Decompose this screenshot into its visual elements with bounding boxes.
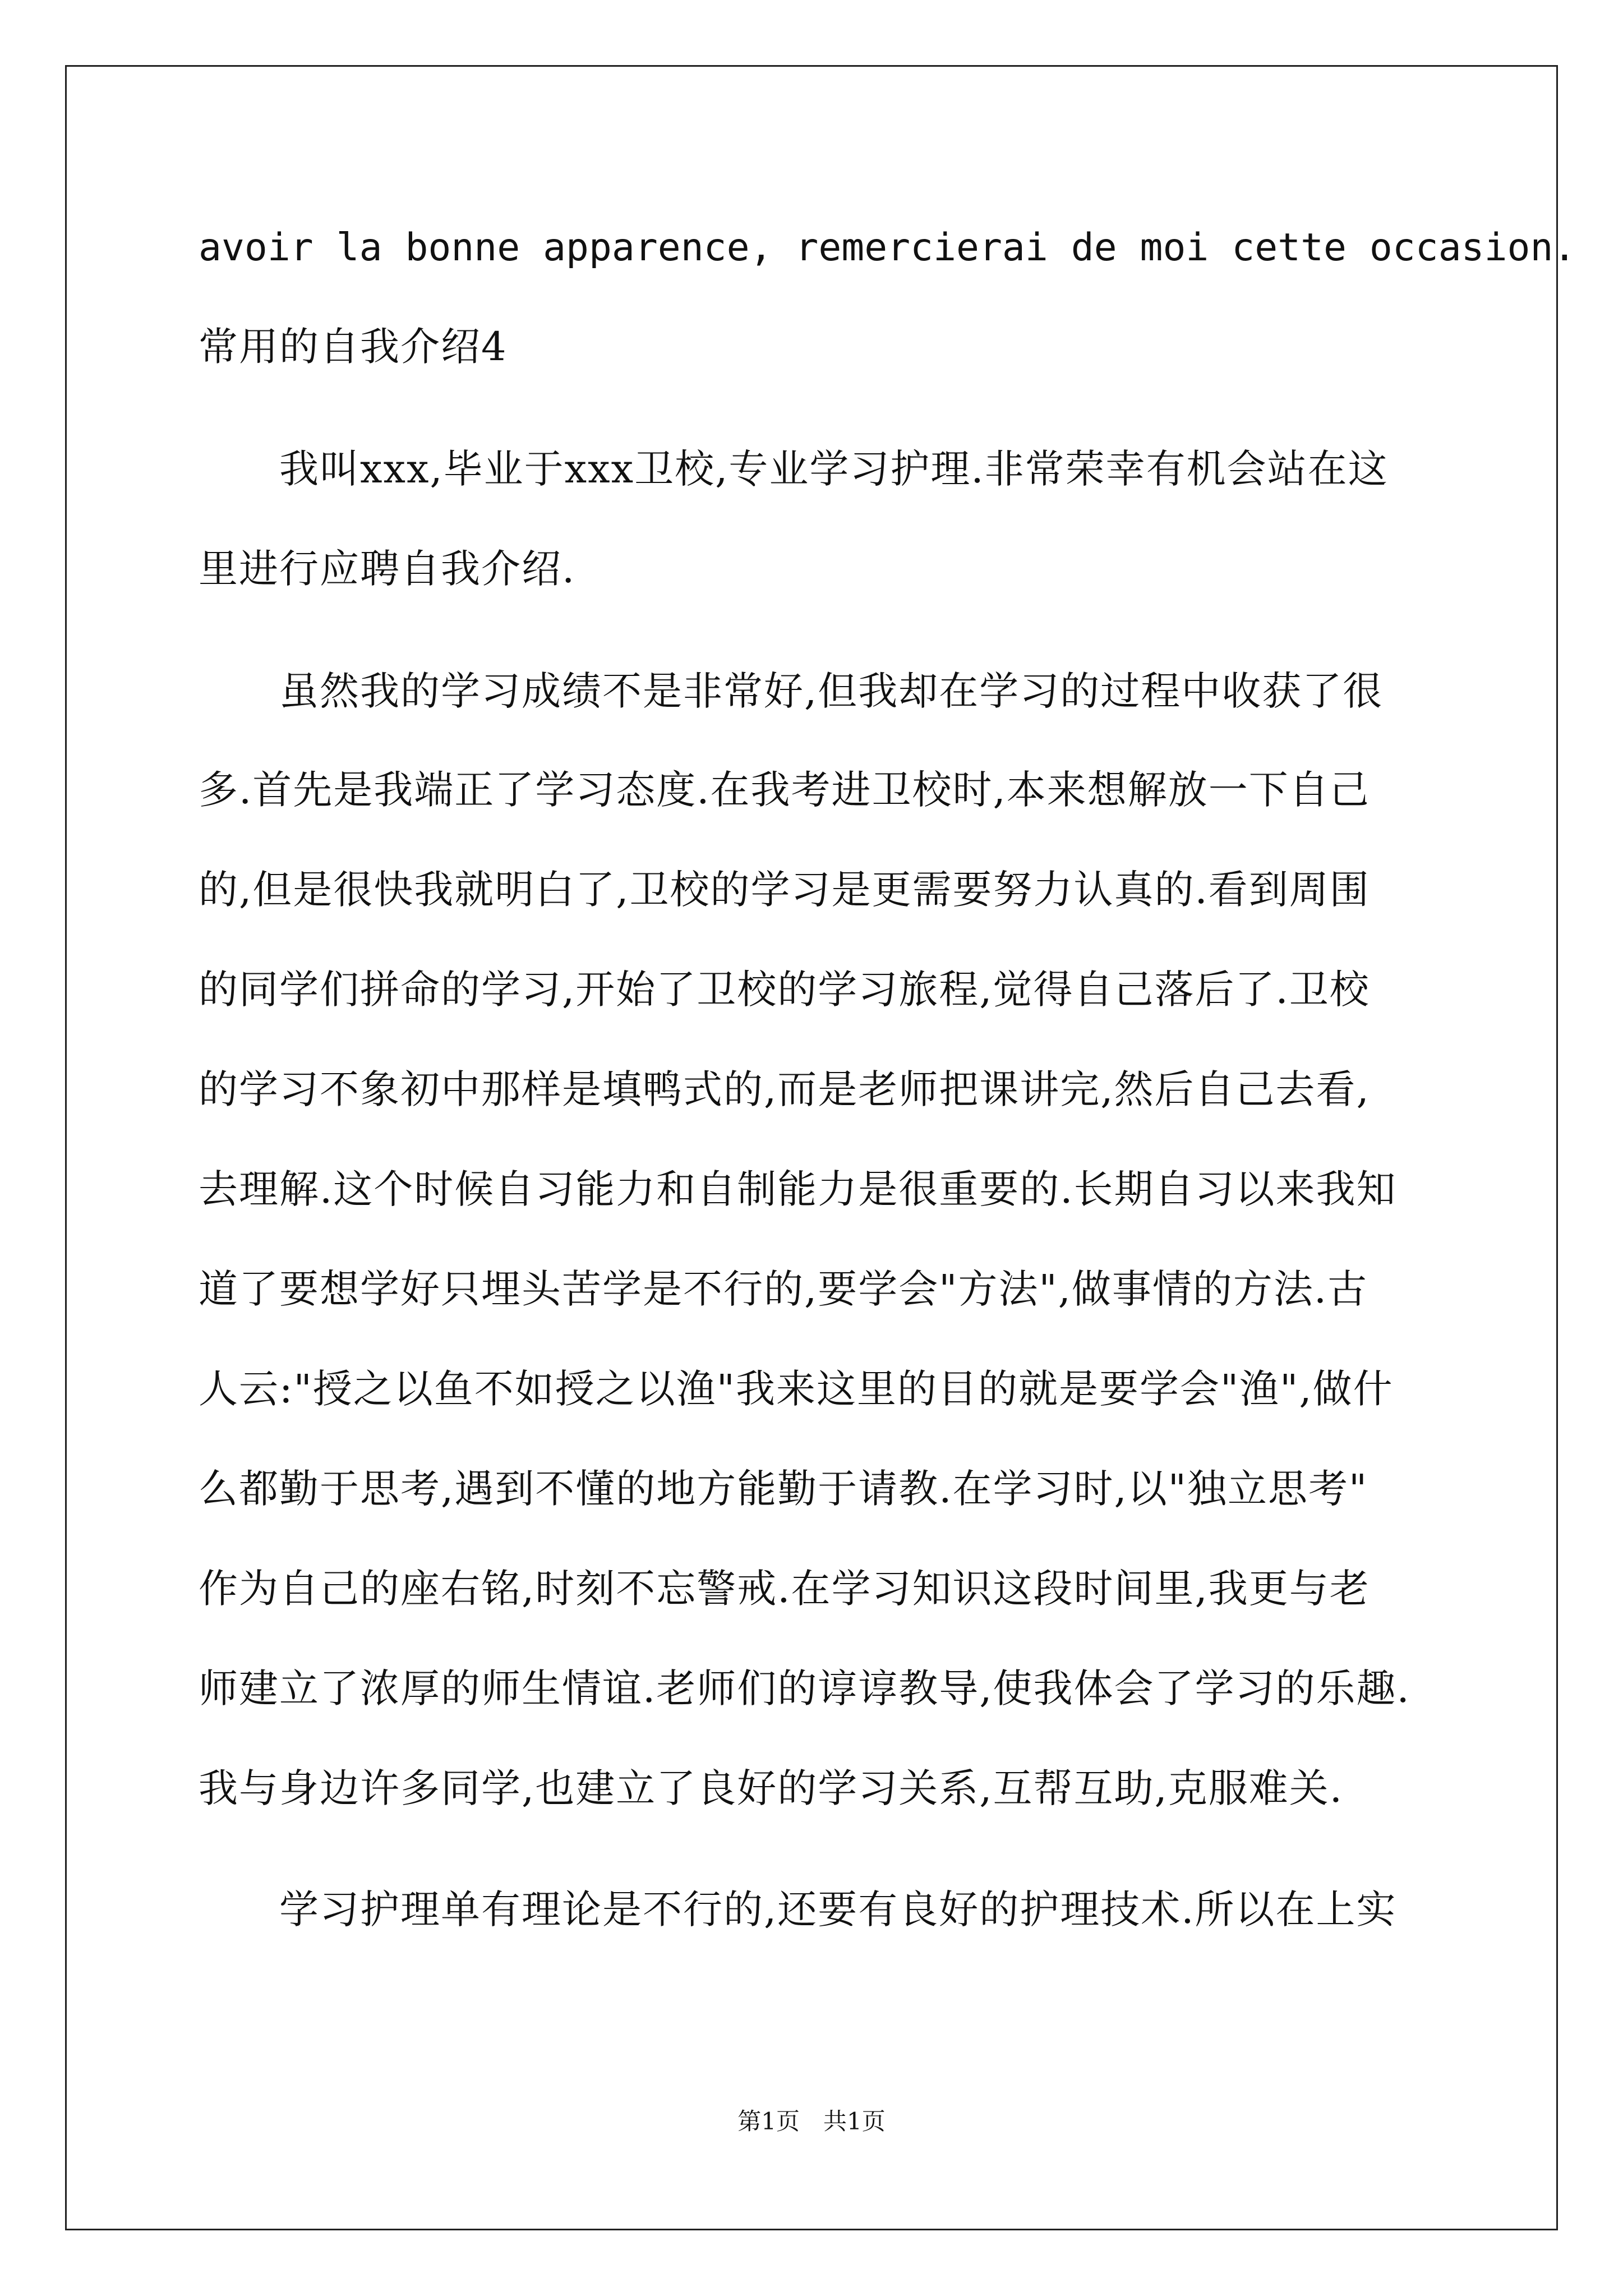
- text-line: 道了要想学好只埋头苦学是不行的,要学会"方法",做事情的方法.古: [199, 1266, 1368, 1312]
- text-line: 的同学们拼命的学习,开始了卫校的学习旅程,觉得自己落后了.卫校: [199, 967, 1370, 1013]
- text-line: 作为自己的座右铭,时刻不忘警戒.在学习知识这段时间里,我更与老: [199, 1566, 1370, 1612]
- text-line: avoir la bonne apparence, remercierai de moi cette occasion.: [199, 226, 1576, 270]
- section-heading: 常用的自我介绍4: [199, 324, 508, 370]
- text-line: 里进行应聘自我介绍.: [199, 546, 576, 592]
- text-line: 多.首先是我端正了学习态度.在我考进卫校时,本来想解放一下自己: [199, 767, 1370, 813]
- page-footer: 第1页 共1页: [737, 2108, 886, 2135]
- text-line: 虽然我的学习成绩不是非常好,但我却在学习的过程中收获了很: [279, 668, 1384, 714]
- text-line: 我叫xxx,毕业于xxx卫校,专业学习护理.非常荣幸有机会站在这: [279, 446, 1389, 492]
- text-line: 人云:"授之以鱼不如授之以渔"我来这里的目的就是要学会"渔",做什: [199, 1366, 1394, 1412]
- text-line: 么都勤于思考,遇到不懂的地方能勤于请教.在学习时,以"独立思考": [199, 1466, 1368, 1512]
- text-line: 去理解.这个时候自习能力和自制能力是很重要的.长期自习以来我知: [199, 1166, 1397, 1212]
- text-line: 的,但是很快我就明白了,卫校的学习是更需要努力认真的.看到周围: [199, 867, 1370, 913]
- text-line: 学习护理单有理论是不行的,还要有良好的护理技术.所以在上实: [279, 1887, 1397, 1932]
- text-line: 师建立了浓厚的师生情谊.老师们的谆谆教导,使我体会了学习的乐趣.: [199, 1665, 1410, 1711]
- text-line: 我与身边许多同学,也建立了良好的学习关系,互帮互助,克服难关.: [199, 1765, 1344, 1811]
- text-line: 的学习不象初中那样是填鸭式的,而是老师把课讲完,然后自己去看,: [199, 1066, 1370, 1112]
